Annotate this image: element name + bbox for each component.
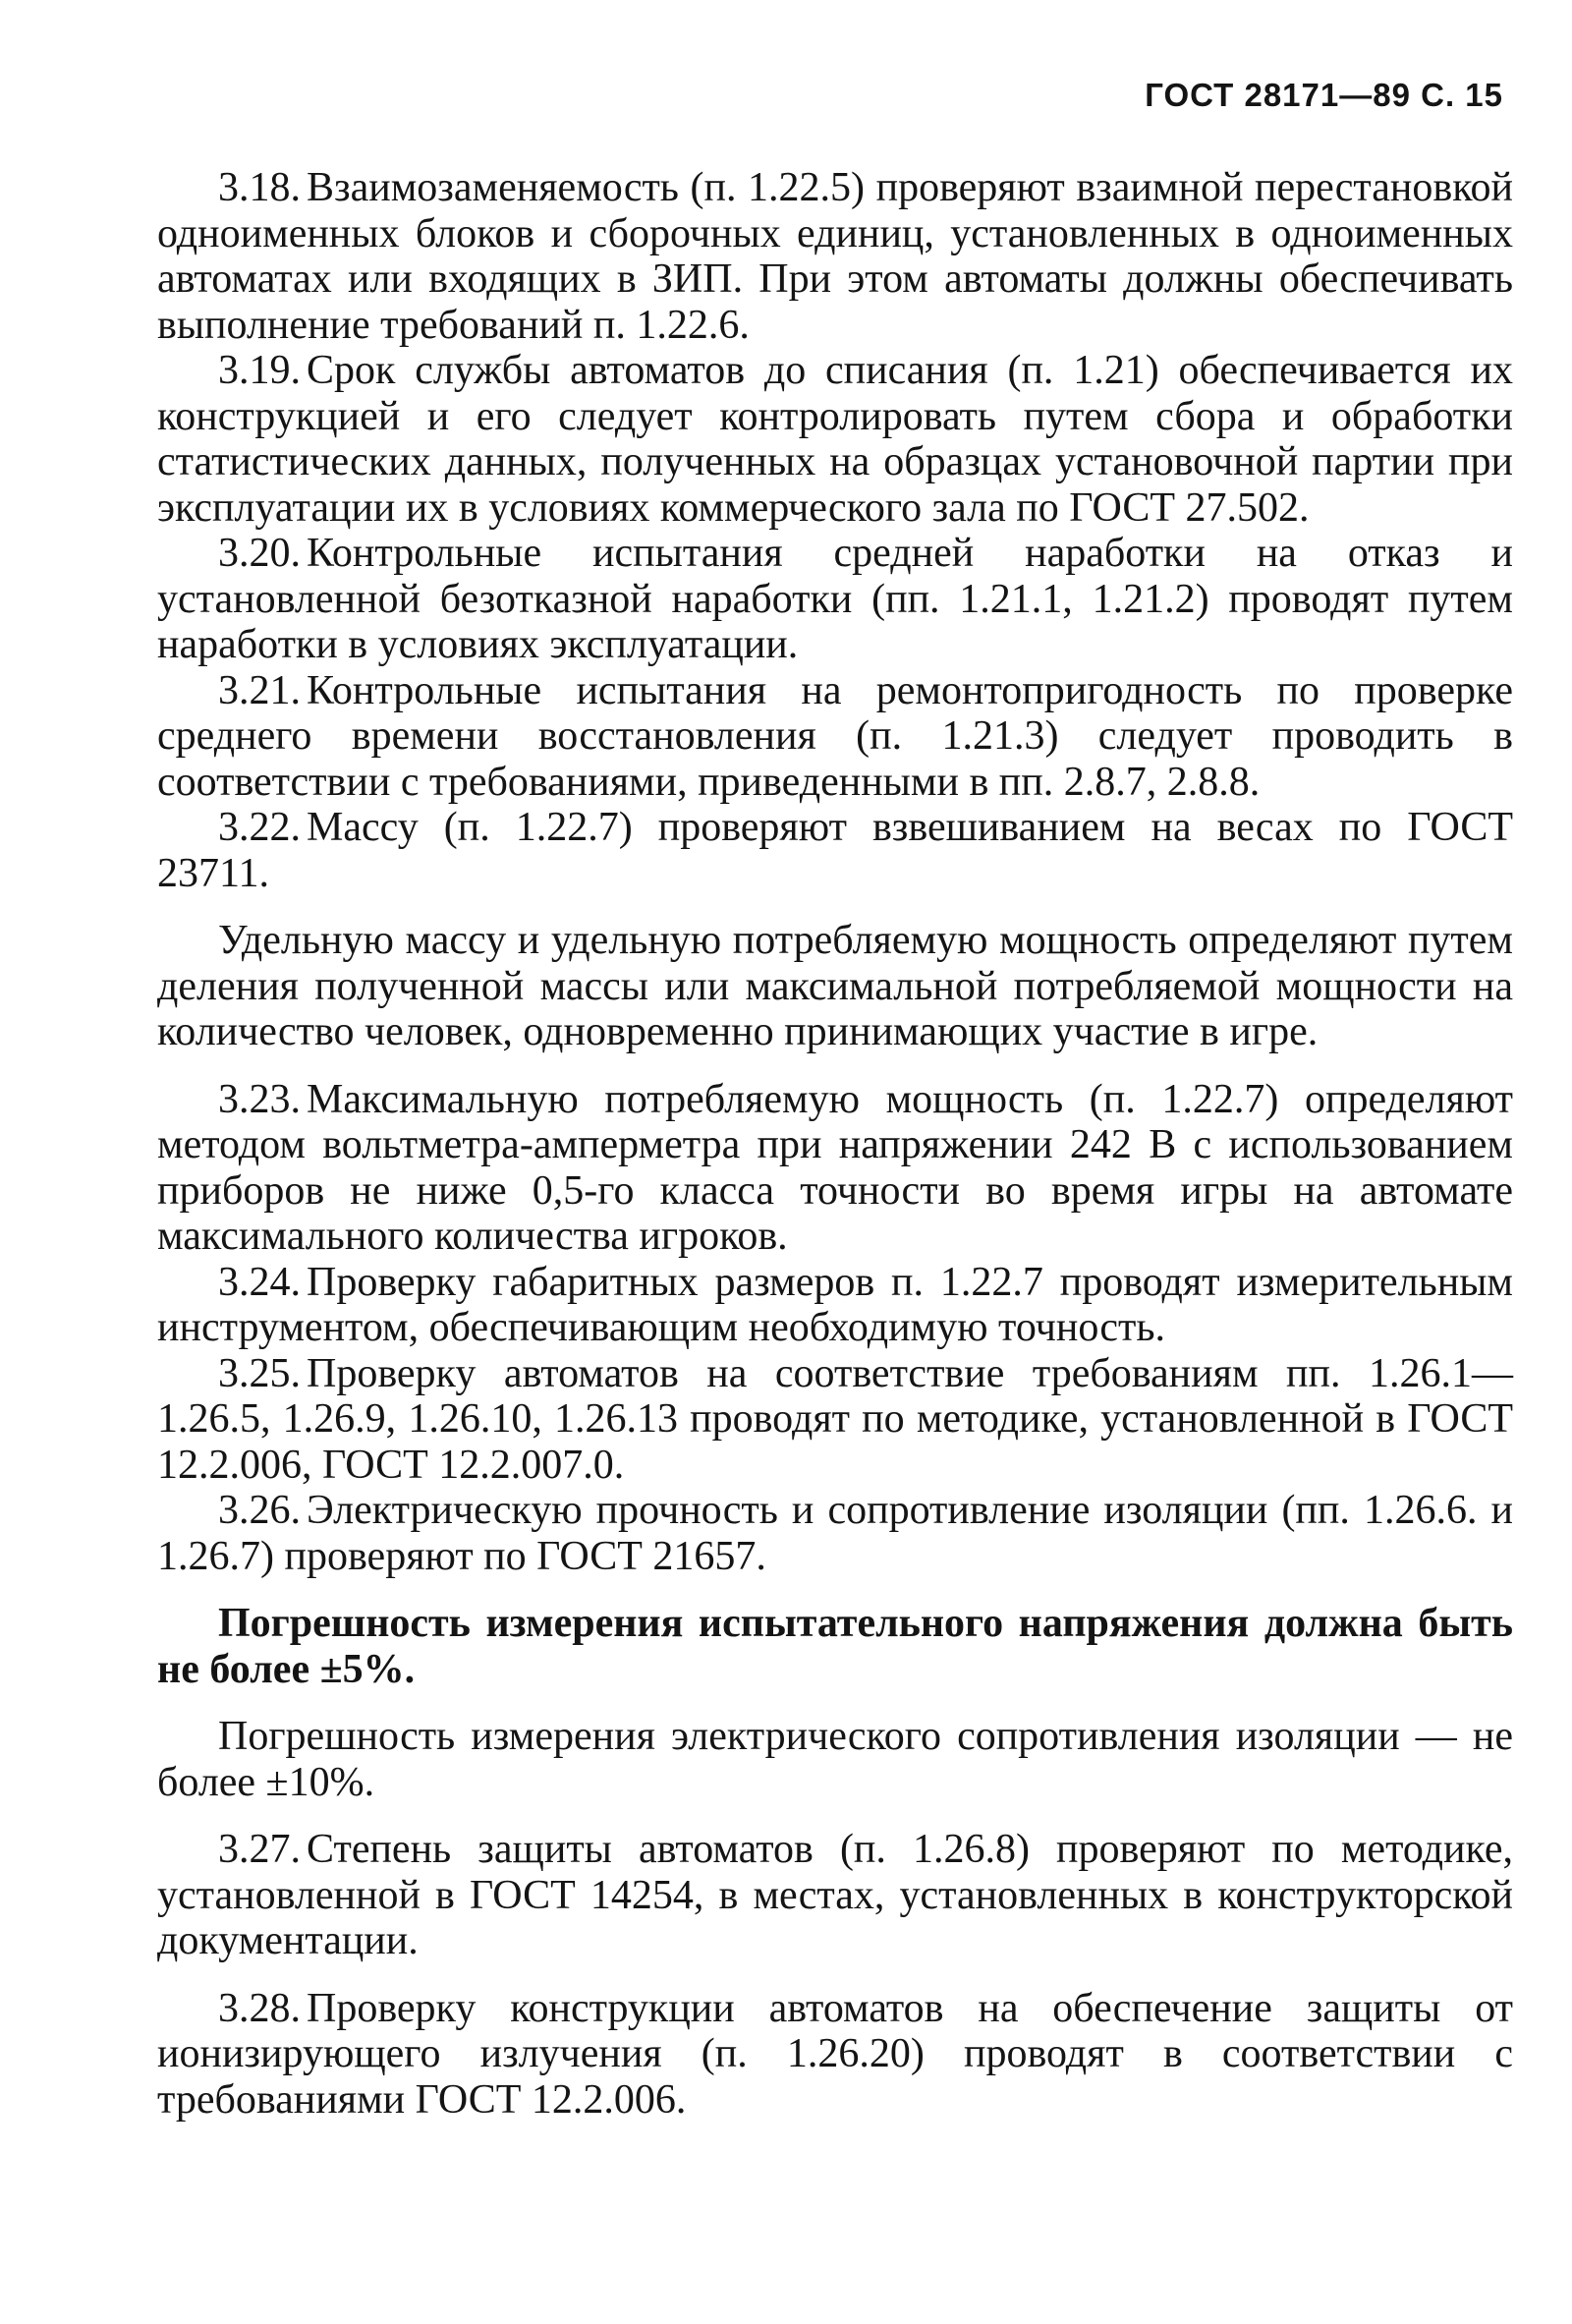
paragraph-number: 3.23. [218, 1076, 301, 1122]
paragraph-3-22 [157, 805, 1513, 896]
paragraph-3-27 [157, 1827, 1513, 1964]
paragraph-text: Контрольные испытания на ремонтопригодность по проверке среднего времени восстановления (п. 1.21.3) следует проводить в соответствии с требованиями, приведенными в пп. 2.8.7, 2.8.8. [157, 667, 1513, 805]
paragraph-text: Проверку конструкции автоматов на обеспечение защиты от ионизирующего излучения (п. 1.26.20) проводят в соответствии с требованиями ГОСТ 12.2.006. [157, 1985, 1513, 2123]
paragraph-3-26 [157, 1488, 1513, 1579]
paragraph-number: 3.22. [218, 805, 301, 850]
paragraph-text: Погрешность измерения испытательного напряжения должна быть не более ±5%. [157, 1601, 1513, 1692]
paragraph-number: 3.28. [218, 1985, 301, 2031]
paragraph-text: Массу (п. 1.22.7) проверяют взвешиванием на весах по ГОСТ 23711. [157, 805, 1513, 896]
paragraph-3-18 [157, 165, 1513, 348]
paragraph-text: Степень защиты автоматов (п. 1.26.8) проверяют по методике, установленной в ГОСТ 14254, в местах, установленных в конструкторской документации. [157, 1827, 1513, 1963]
paragraph-voltage-error [157, 1601, 1513, 1692]
paragraph-specific-mass [157, 918, 1513, 1055]
paragraph-3-20 [157, 531, 1513, 668]
paragraph-text: Проверку автоматов на соответствие требованиям пп. 1.26.1—1.26.5, 1.26.9, 1.26.10, 1.26.13 проводят по методике, установленной в ГОСТ 12.2.006, ГОСТ 12.2.007.0. [157, 1350, 1513, 1488]
paragraph-number: 3.26. [218, 1488, 301, 1533]
paragraph-3-21 [157, 668, 1513, 806]
paragraph-number: 3.25. [218, 1350, 301, 1396]
paragraph-text: Проверку габаритных размеров п. 1.22.7 проводят измерительным инструментом, обеспечивающим необходимую точность. [157, 1259, 1513, 1350]
paragraph-text: Максимальную потребляемую мощность (п. 1.22.7) определяют методом вольтметра-амперметра при напряжении 242 В с использованием приборов не ниже 0,5-го класса точности во время игры на автомате максимального количества игроков. [157, 1076, 1513, 1259]
document-body [157, 165, 1513, 2123]
paragraph-number: 3.21. [218, 667, 301, 713]
paragraph-text: Контрольные испытания средней наработки на отказ и установленной безотказной наработки (пп. 1.21.1, 1.21.2) проводят путем наработки в условиях эксплуатации. [157, 531, 1513, 667]
paragraph-text: Взаимозаменяемость (п. 1.22.5) проверяют взаимной перестановкой одноименных блоков и сборочных единиц, установленных в одноименных автоматах или входящих в ЗИП. При этом автоматы должны обеспечивать выполнение требований п. 1.22.6. [157, 165, 1513, 348]
paragraph-3-25 [157, 1351, 1513, 1489]
paragraph-number: 3.27. [218, 1827, 301, 1872]
paragraph-resistance-error [157, 1714, 1513, 1805]
paragraph-number: 3.24. [218, 1259, 301, 1305]
paragraph-3-28 [157, 1986, 1513, 2124]
paragraph-number: 3.20. [218, 531, 301, 576]
paragraph-text: Электрическую прочность и сопротивление изоляции (пп. 1.26.6. и 1.26.7) проверяют по ГОСТ 21657. [157, 1488, 1513, 1579]
paragraph-text: Удельную массу и удельную потребляемую мощность определяют путем деления полученной массы или максимальной потребляемой мощности на количество человек, одновременно принимающих участие в игре. [157, 918, 1513, 1054]
paragraph-text: Погрешность измерения электрического сопротивления изоляции — не более ±10%. [157, 1714, 1513, 1805]
paragraph-3-19 [157, 348, 1513, 531]
paragraph-3-24 [157, 1260, 1513, 1351]
paragraph-number: 3.18. [218, 165, 301, 210]
paragraph-3-23 [157, 1077, 1513, 1260]
running-head: ГОСТ 28171—89 С. 15 [1145, 77, 1503, 113]
paragraph-text: Срок службы автоматов до списания (п. 1.21) обеспечивается их конструкцией и его следует контролировать путем сбора и обработки статистических данных, полученных на образцах установочной партии при эксплуатации их в условиях коммерческого зала по ГОСТ 27.502. [157, 348, 1513, 531]
paragraph-number: 3.19. [218, 348, 301, 393]
